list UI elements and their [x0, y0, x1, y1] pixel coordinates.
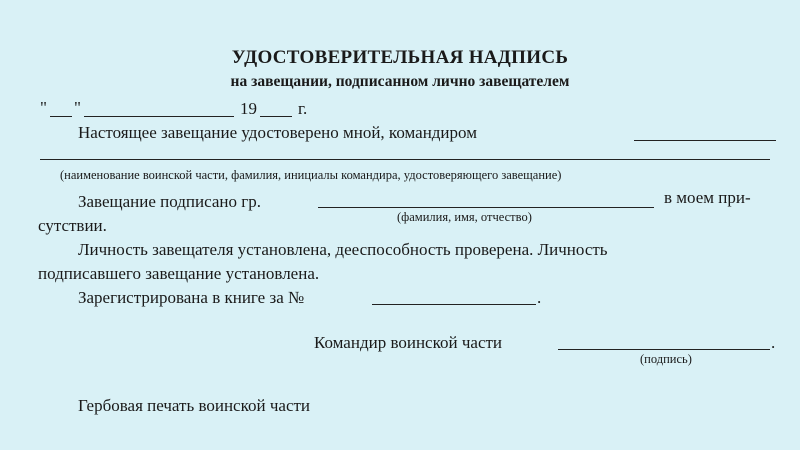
unit-caption: (наименование воинской части, фамилия, инициалы командира, удостоверяющего завещание): [60, 168, 562, 182]
seal-text: Гербовая печать воинской части: [78, 396, 311, 415]
unit-name-blank: [40, 159, 770, 160]
signed-continuation: сутствии.: [38, 216, 107, 235]
identity-line-2: подписавшего завещание установлена.: [38, 264, 320, 283]
date-year-suffix: г.: [298, 99, 308, 118]
document-subtitle: на завещании, подписанном лично завещателем: [230, 73, 570, 90]
fullname-blank: [318, 207, 654, 208]
date-quote-close: ": [74, 98, 81, 117]
document-title: УДОСТОВЕРИТЕЛЬНАЯ НАДПИСЬ: [231, 47, 569, 68]
registered-text: Зарегистрирована в книге за №: [78, 288, 305, 307]
registry-number-blank: [372, 304, 536, 305]
date-quote-open: ": [40, 98, 47, 117]
signature-caption: (подпись): [640, 352, 692, 366]
date-year-prefix: 19: [240, 99, 257, 118]
signed-tail: в моем при-: [664, 188, 751, 207]
certified-text: Настоящее завещание удостоверено мной, командиром: [78, 123, 477, 142]
signature-blank: [558, 349, 770, 350]
registered-end: .: [537, 288, 542, 307]
commander-name-blank: [634, 140, 776, 141]
commander-end: .: [771, 333, 776, 352]
date-day-blank: [50, 116, 72, 117]
identity-line-1: Личность завещателя установлена, дееспособность проверена. Личность: [78, 240, 608, 259]
signed-text: Завещание подписано гр.: [78, 192, 261, 211]
commander-text: Командир воинской части: [314, 333, 503, 352]
date-year-blank: [260, 116, 292, 117]
fullname-caption: (фамилия, имя, отчество): [397, 210, 532, 224]
date-month-blank: [84, 116, 234, 117]
